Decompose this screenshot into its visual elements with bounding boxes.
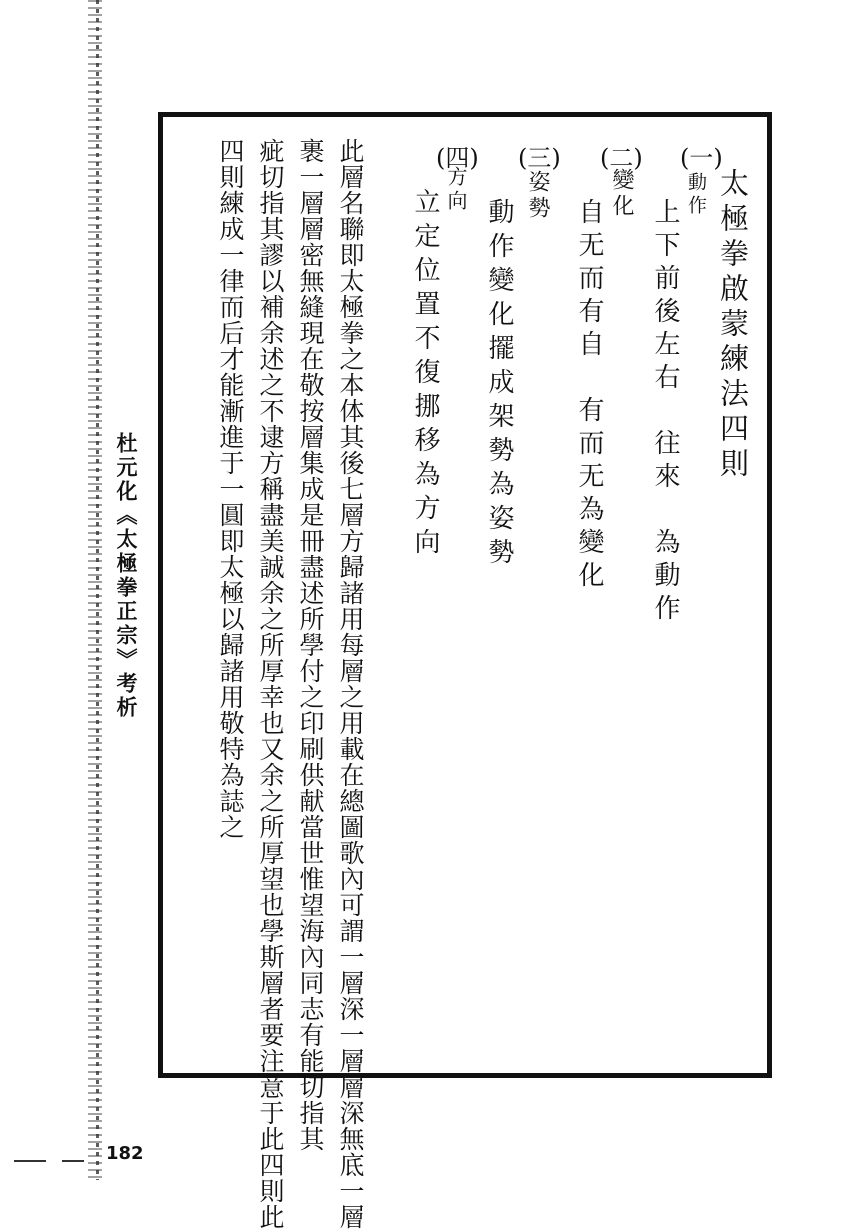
section-body-3: 動作變化擺成架勢為姿勢 xyxy=(484,198,514,572)
section-marker-1: (一) xyxy=(680,144,723,172)
footer-rule-right xyxy=(62,1160,84,1162)
section-marker-4: (四) xyxy=(436,144,479,172)
paragraph-line-4: 四則練成一律而后才能漸進于一圓即太極以歸諸用敬特為誌之 xyxy=(216,138,245,840)
section-marker-2: (二) xyxy=(600,144,643,172)
binding-edge xyxy=(88,0,102,1180)
section-body-2: 自无而有自 有而无為變化 xyxy=(574,198,604,594)
section-body-1: 上下前後左右 往來 為動作 xyxy=(650,198,680,627)
binding-edge-dots xyxy=(96,0,99,1180)
section-body-4: 立定位置不復挪移為方向 xyxy=(410,188,440,562)
footer-rule-left xyxy=(14,1160,46,1162)
paragraph-line-2: 裹一層層密無縫現在敬按層集成是冊盡述所學付之印刷供献當世惟望海內同志有能切指其 xyxy=(296,138,325,1152)
section-label-2: 變化 xyxy=(609,168,634,220)
section-marker-3: (三) xyxy=(518,144,561,172)
paragraph-line-3: 疵切指其謬以補余述之不逮方稱盡美誠余之所厚幸也又余之所厚望也學斯層者要注意于此四則此 xyxy=(256,138,285,1230)
section-label-4: 方向 xyxy=(444,166,468,214)
paragraph-line-1: 此層名聯即太極拳之本体其後七層方歸諸用每層之用載在總圖歌內可謂一層深一層層深無底一層 xyxy=(336,138,365,1230)
page-number: 182 xyxy=(106,1143,144,1164)
running-head: 杜元化《太極拳正宗》考析 xyxy=(114,432,139,720)
section-label-1: 動作 xyxy=(685,172,707,218)
section-title: 太極拳啟蒙練法四則 xyxy=(716,168,750,483)
section-label-3: 姿勢 xyxy=(525,170,550,222)
